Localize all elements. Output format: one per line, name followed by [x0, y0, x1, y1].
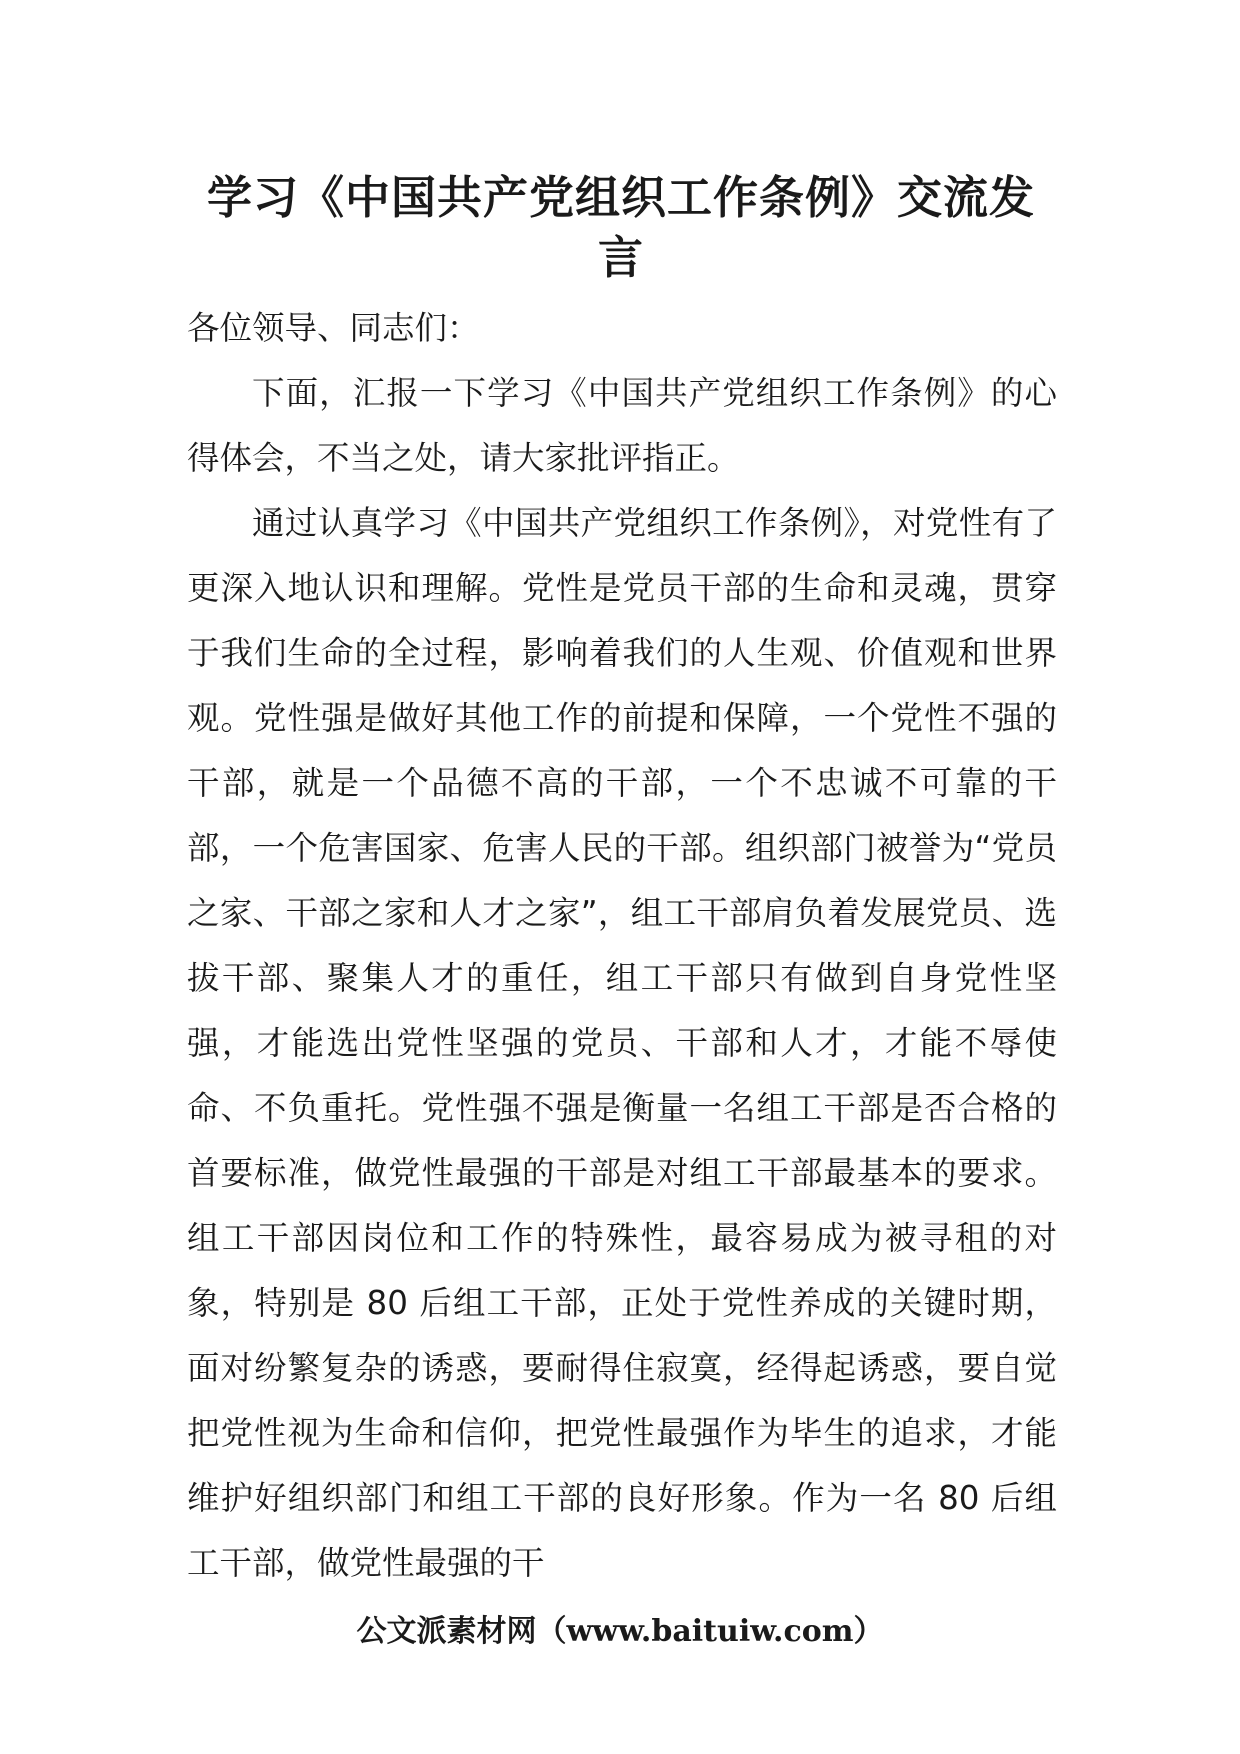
salutation: 各位领导、同志们： [187, 309, 480, 347]
document-title: 学习《中国共产党组织工作条例》交流发言 [206, 171, 1035, 284]
footer-source: 公文派素材网（www.baituiw.com） [356, 1614, 884, 1649]
document-body [187, 296, 1057, 1596]
paragraph-1: 下面，汇报一下学习《中国共产党组织工作条例》的心得体会，不当之处，请大家批评指正。 [187, 374, 1057, 477]
paragraph-2: 通过认真学习《中国共产党组织工作条例》，对党性有了更深入地认识和理解。党性是党员干部的生命和灵魂，贯穿于我们生命的全过程，影响着我们的人生观、价值观和世界观。党性强是做好其他工作的前提和保障，一个党性不强的干部，就是一个品德不高的干部，一个不忠诚不可靠的干部，一个危害国家、危害人民的干部。组织部门被誉为“党员之家、干部之家和人才之家”，组工干部肩负着发展党员、选拔干部、聚集人才的重任，组工干部只有做到自身党性坚强，才能选出党性坚强的党员、干部和人才，才能不辱使命、不负重托。党性强不强是衡量一名组工干部是否合格的首要标准，做党性最强的干部是对组工干部最基本的要求。组工干部因岗位和工作的特殊性，最容易成为被寻租的对象，特别是 80 后组工干部，正处于党性养成的关键时期，面对纷繁复杂的诱惑，要耐得住寂寞，经得起诱惑，要自觉把党性视为生命和信仰，把党性最强作为毕生的追求，才能维护好组织部门和组工干部的良好形象。作为一名 80 后组工干部，做党性最强的干 [187, 504, 1057, 1582]
